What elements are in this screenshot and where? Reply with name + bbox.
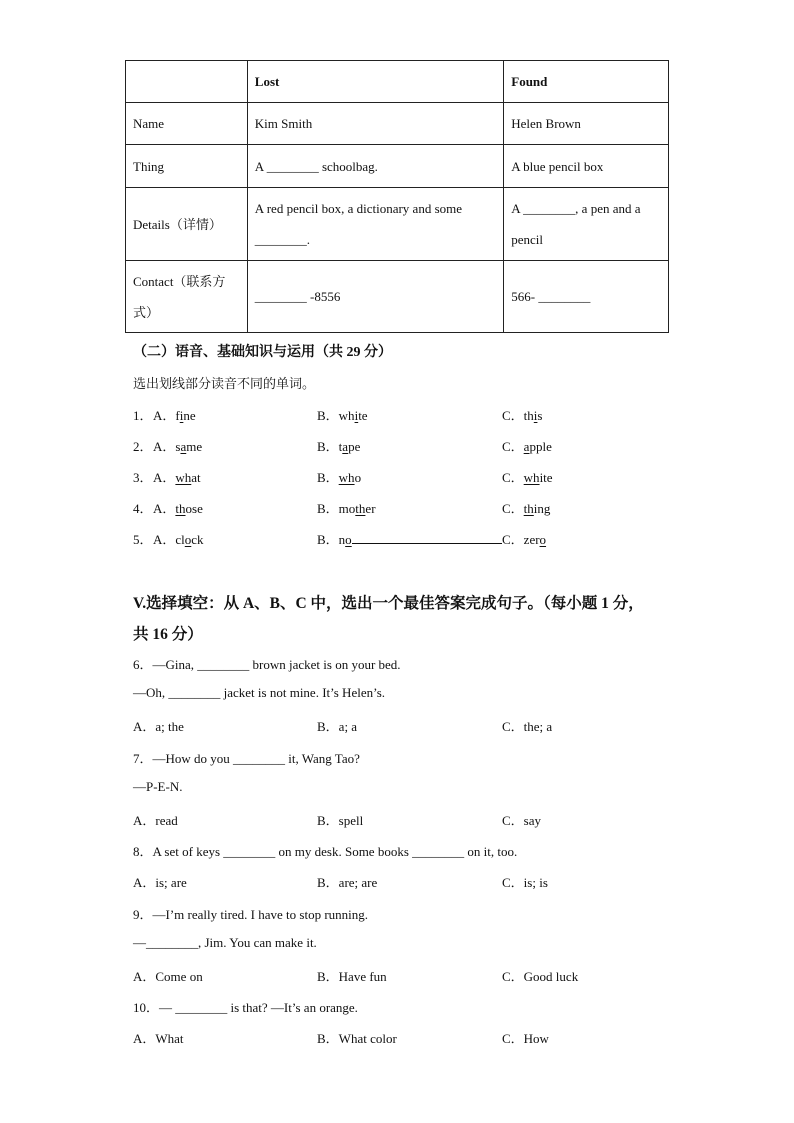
question-line-1: 10．— ________ is that? —It’s an orange. — [133, 1000, 358, 1015]
option-c[interactable]: C．How — [502, 1031, 549, 1046]
option-b[interactable] — [317, 529, 502, 548]
option-c[interactable] — [502, 436, 552, 455]
row-label-thing: Thing — [126, 145, 248, 188]
option-b[interactable]: B．What color — [317, 1031, 397, 1046]
option-b[interactable]: B．are; are — [317, 875, 378, 890]
option-letter: A． — [153, 408, 176, 423]
option-a[interactable]: A．a; the — [133, 719, 184, 734]
option-letter: C． — [502, 439, 524, 454]
word-prefix: mo — [338, 501, 356, 516]
option-a[interactable]: A．read — [133, 813, 178, 828]
lost-details — [247, 188, 503, 261]
option-letter: A． — [153, 439, 176, 454]
lost-name: Kim Smith — [247, 103, 503, 145]
found-details-line1: A ________, a pen and a — [511, 201, 641, 216]
word-prefix: f — [175, 408, 180, 423]
word-prefix: wh — [338, 408, 355, 423]
option-b[interactable]: B．Have fun — [317, 969, 387, 984]
lost-details-line1: A red pencil box, a dictionary and some — [254, 201, 463, 216]
table-header-row — [126, 61, 669, 103]
found-contact: 566- ________ — [504, 261, 669, 333]
option-c[interactable]: C．Good luck — [502, 969, 579, 984]
row-label-name: Name — [126, 103, 248, 145]
option-a[interactable]: A．is; are — [133, 875, 187, 890]
word-suffix: s — [537, 408, 543, 423]
underlined-letters: o — [345, 532, 352, 547]
table-row — [126, 145, 669, 188]
word-suffix: me — [186, 439, 203, 454]
question-line-2: —Oh, ________ jacket is not mine. It’s Helen’s. — [133, 685, 386, 700]
word-suffix: ing — [533, 501, 551, 516]
option-a[interactable] — [153, 436, 202, 455]
option-letter: A． — [153, 501, 176, 516]
underlined-letters: wh — [523, 470, 540, 485]
option-letter: C． — [502, 532, 524, 547]
found-name: Helen Brown — [504, 103, 669, 145]
underlined-letters: a — [342, 439, 349, 454]
option-b[interactable] — [317, 467, 361, 486]
underlined-letters: o — [184, 532, 192, 547]
question-number: 4． — [133, 501, 153, 516]
lost-found-table — [125, 60, 669, 333]
section5-heading-line2: 共 16 分） — [133, 626, 203, 643]
word-suffix: te — [358, 408, 368, 423]
option-a[interactable] — [153, 467, 201, 486]
table-row — [126, 261, 669, 333]
underlined-letters: th — [175, 501, 186, 516]
word-prefix: t — [338, 439, 343, 454]
word-prefix: n — [338, 532, 346, 547]
table-header-cell — [126, 61, 248, 103]
option-c[interactable]: C．say — [502, 813, 542, 828]
question-line-1: 9．—I’m really tired. I have to stop running. — [133, 907, 369, 922]
underlined-letters: th — [523, 501, 534, 516]
word-prefix: zer — [523, 532, 540, 547]
word-prefix: s — [175, 439, 181, 454]
word-suffix: ne — [183, 408, 196, 423]
option-a[interactable] — [153, 498, 203, 517]
option-b[interactable] — [317, 436, 360, 455]
option-letter: B． — [317, 501, 339, 516]
question-line-1: 8．A set of keys ________ on my desk. Some books ________ on it, too. — [133, 844, 518, 859]
lost-thing: A ________ schoolbag. — [247, 145, 503, 188]
underlined-letters: th — [355, 501, 366, 516]
table-header-lost: Lost — [247, 61, 503, 103]
option-c[interactable]: C．the; a — [502, 719, 553, 734]
row-label-contact — [126, 261, 248, 333]
question-number: 5． — [133, 532, 153, 547]
section2-heading: （二）语音、基础知识与运用（共 29 分） — [133, 345, 392, 360]
option-b[interactable]: B．a; a — [317, 719, 358, 734]
row-label-details: Details（详情） — [126, 188, 248, 261]
lost-details-line2: ________. — [254, 232, 311, 247]
question-number: 3． — [133, 470, 153, 485]
option-c[interactable]: C．is; is — [502, 875, 548, 890]
word-prefix: th — [523, 408, 534, 423]
word-suffix: ck — [191, 532, 204, 547]
option-c[interactable] — [502, 405, 542, 424]
underlined-letters: a — [180, 439, 187, 454]
question-line-2: —________, Jim. You can make it. — [133, 935, 317, 950]
option-a[interactable] — [153, 405, 196, 424]
table-row — [126, 103, 669, 145]
found-details — [504, 188, 669, 261]
word-suffix: er — [365, 501, 376, 516]
option-letter: C． — [502, 470, 524, 485]
underlined-letters: i — [179, 408, 184, 423]
underlined-letters: i — [354, 408, 359, 423]
option-c[interactable] — [502, 498, 550, 517]
lost-contact: ________ -8556 — [247, 261, 503, 333]
question-number: 2． — [133, 439, 153, 454]
option-letter: C． — [502, 408, 524, 423]
word-suffix: ose — [185, 501, 203, 516]
option-letter: B． — [317, 439, 339, 454]
question-line-2: —P-E-N. — [133, 779, 183, 794]
word-suffix: ite — [539, 470, 553, 485]
contact-label-line2: 式） — [133, 304, 160, 320]
underlined-letters: o — [539, 532, 547, 547]
option-letter: B． — [317, 408, 339, 423]
found-details-line2: pencil — [511, 232, 544, 247]
underlined-letters: i — [533, 408, 538, 423]
table-row — [126, 188, 669, 261]
word-suffix: o — [354, 470, 362, 485]
option-c[interactable] — [502, 467, 553, 486]
underlined-letters: wh — [338, 470, 355, 485]
option-letter: A． — [153, 532, 176, 547]
underlined-letters: a — [523, 439, 530, 454]
section5-heading-line1: V.选择填空：从 A、B、C 中，选出一个最佳答案完成句子。（每小题 1 分， — [133, 595, 644, 612]
contact-label-line1: Contact（联系方 — [133, 273, 226, 289]
option-a[interactable] — [153, 529, 204, 548]
table-header-found: Found — [504, 61, 669, 103]
option-c[interactable] — [502, 529, 546, 548]
underlined-letters: wh — [175, 470, 192, 485]
word-prefix: cl — [175, 532, 185, 547]
option-b[interactable]: B．spell — [317, 813, 364, 828]
long-underline — [352, 531, 502, 544]
option-b[interactable] — [317, 498, 376, 517]
option-letter: C． — [502, 501, 524, 516]
word-suffix: at — [191, 470, 201, 485]
option-letter: A． — [153, 470, 176, 485]
option-letter: B． — [317, 470, 339, 485]
option-letter: B． — [317, 532, 339, 547]
question-line-1: 7．—How do you ________ it, Wang Tao? — [133, 751, 360, 766]
found-thing: A blue pencil box — [504, 145, 669, 188]
word-suffix: pple — [529, 439, 552, 454]
option-b[interactable] — [317, 405, 368, 424]
option-a[interactable]: A．What — [133, 1031, 184, 1046]
section2-instruction: 选出划线部分读音不同的单词。 — [133, 376, 316, 391]
option-a[interactable]: A．Come on — [133, 969, 203, 984]
word-suffix: pe — [348, 439, 361, 454]
question-line-1: 6．—Gina, ________ brown jacket is on your bed. — [133, 657, 401, 672]
question-number: 1． — [133, 408, 153, 423]
